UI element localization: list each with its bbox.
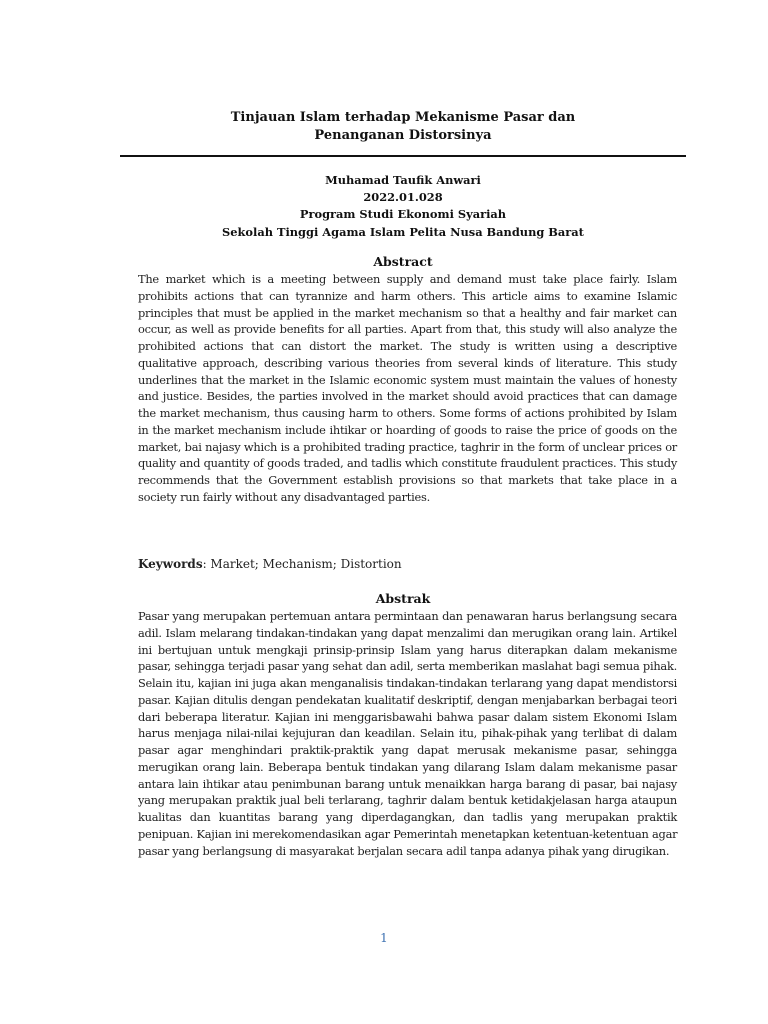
paragraph-line: dari beberapa literatur. Kajian ini menggarisbawahi bahwa pasar dalam sistem Ekonomi Islam — [138, 709, 677, 724]
paragraph-line: pasar, sehingga terjadi pasar yang sehat dan adil, serta memberikan maslahat bagi semua pihak. — [138, 659, 677, 674]
author-name: Muhamad Taufik Anwari — [325, 173, 481, 187]
paragraph-line: underlines that the market in the Islamic economic system must maintain the values of honesty — [138, 372, 677, 387]
paragraph-line: ini bertujuan untuk mengkaji prinsip-prinsip Islam yang harus diterapkan dalam mekanisme — [138, 642, 677, 657]
author-program: Program Studi Ekonomi Syariah — [299, 207, 507, 222]
paragraph-line: and justice. Besides, the parties involved in the market should avoid practices that can damage — [138, 389, 677, 404]
paragraph-line: society run fairly without any disadvantaged parties. — [138, 489, 430, 504]
page-number: 1 — [380, 931, 388, 945]
paragraph-line: The market which is a meeting between supply and demand must take place fairly. Islam — [138, 272, 677, 286]
keywords-line — [138, 557, 677, 571]
paragraph-line: Pasar yang merupakan pertemuan antara permintaan dan penawaran harus berlangsung secara — [138, 609, 677, 623]
paragraph-line: adil. Islam melarang tindakan-tindakan yang dapat menzalimi dan merugikan orang lain. Artikel — [138, 625, 677, 640]
paragraph-line: antara lain ihtikar atau penimbunan barang untuk menaikkan harga barang di pasar, bai najasy — [138, 776, 677, 791]
paragraph-line: occur, as well as provide benefits for all parties. Apart from that, this study will also analyze the — [138, 322, 677, 337]
abstrak-heading: Abstrak — [375, 591, 431, 606]
paragraph-line: quality and quantity of goods traded, and tadlis which constitute fraudulent practices. This study — [138, 456, 677, 471]
keywords-label: Keywords — [138, 557, 203, 571]
paper-title-line-1: Tinjauan Islam terhadap Mekanisme Pasar dan — [230, 110, 576, 125]
author-id: 2022.01.028 — [363, 190, 443, 205]
paragraph-line: pasar yang berlangsung di masyarakat berjalan secara adil tanpa adanya pihak yang dirugikan. — [138, 843, 670, 858]
paper-title — [120, 109, 686, 145]
paragraph-line: pasar agar menghindari praktik-praktik yang dapat merusak mekanisme pasar, sehingga — [138, 743, 677, 757]
paragraph-line: market, bai najasy which is a prohibited trading practice, taghrir in the form of unclear prices or — [138, 439, 677, 454]
paragraph-line: Selain itu, kajian ini juga akan menganalisis tindakan-tindakan terlarang yang dapat mendistorsi — [138, 676, 677, 690]
paragraph-line: in the market mechanism include ihtikar or hoarding of goods to raise the price of goods on the — [138, 422, 677, 437]
paragraph-line: kualitas dan kuantitas barang yang diperdagangkan, dan tadlis yang merupakan praktik — [138, 810, 677, 824]
paragraph-line: qualitative approach, describing various theories from several kinds of literature. This study — [138, 355, 677, 370]
author-block — [120, 172, 686, 241]
paragraph-line: harus menjaga nilai-nilai kejujuran dan keadilan. Selain itu, pihak-pihak yang terlibat di dalam — [138, 726, 677, 741]
abstract-heading: Abstract — [373, 254, 433, 269]
paragraph-line: penipuan. Kajian ini merekomendasikan agar Pemerintah menetapkan ketentuan-ketentuan agar — [138, 826, 678, 841]
paragraph-line: recommends that the Government establish provisions so that markets that take place in a — [138, 473, 677, 487]
paragraph-line: merugikan orang lain. Beberapa bentuk tindakan yang dilarang Islam dalam mekanisme pasar — [138, 759, 677, 774]
paragraph-line: the market mechanism, thus causing harm to others. Some forms of actions prohibited by Islam — [138, 406, 677, 420]
abstrak-text — [138, 608, 677, 859]
paragraph-line: yang merupakan praktik jual beli terlarang, taghrir dalam bentuk ketidakjelasan harga ataupun — [138, 793, 677, 808]
title-divider — [120, 155, 686, 157]
paragraph-line: principles that must be applied in the market mechanism so that a healthy and fair market can — [138, 305, 677, 320]
keywords-value: : Market; Mechanism; Distortion — [202, 557, 402, 571]
author-institution: Sekolah Tinggi Agama Islam Pelita Nusa Bandung Barat — [222, 224, 584, 239]
paragraph-line: prohibited actions that can distort the market. The study is written using a descriptive — [138, 339, 677, 353]
paper-title-line-2: Penanganan Distorsinya — [314, 128, 492, 143]
paragraph-line: pasar. Kajian ditulis dengan pendekatan kualitatif deskriptif, dengan menjabarkan berbagai teori — [138, 692, 677, 707]
paragraph-line: prohibits actions that can tyrannize and harm others. This article aims to examine Islamic — [138, 288, 677, 303]
abstract-text — [138, 271, 677, 506]
